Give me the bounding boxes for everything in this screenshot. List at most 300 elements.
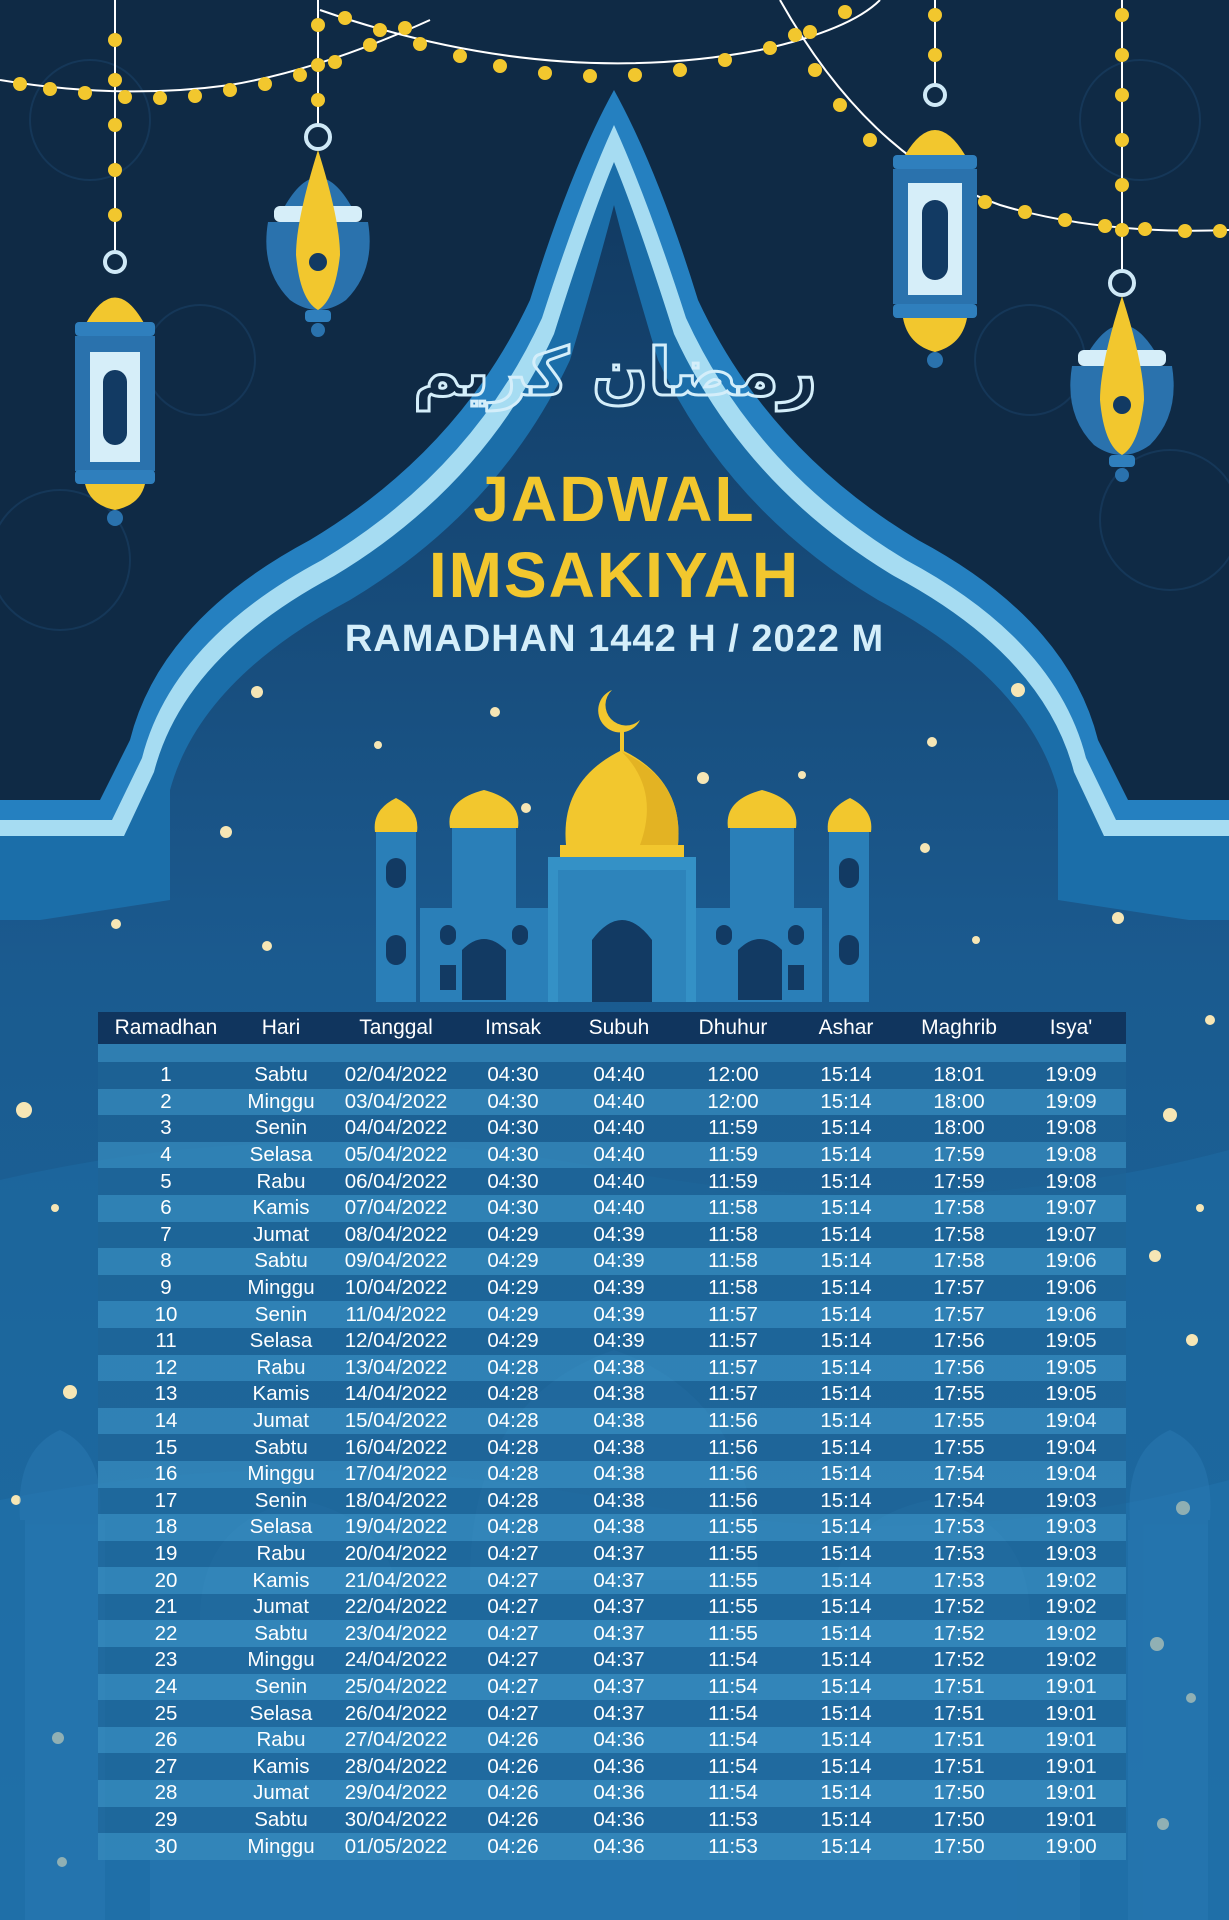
table-cell: 04:28 xyxy=(464,1381,562,1408)
table-cell: 15:14 xyxy=(790,1488,902,1515)
table-cell: 19:03 xyxy=(1016,1541,1126,1568)
table-cell: 03/04/2022 xyxy=(328,1089,464,1116)
table-cell: 13/04/2022 xyxy=(328,1355,464,1382)
table-cell: 17:53 xyxy=(902,1514,1016,1541)
table-cell: 5 xyxy=(98,1168,234,1195)
table-cell: 12:00 xyxy=(676,1089,790,1116)
table-cell: Minggu xyxy=(234,1089,328,1116)
table-cell: 04:27 xyxy=(464,1594,562,1621)
table-cell: 04:39 xyxy=(562,1328,676,1355)
table-cell: 04:26 xyxy=(464,1833,562,1860)
table-cell: 09/04/2022 xyxy=(328,1248,464,1275)
spacer-cell xyxy=(98,1044,1126,1062)
table-cell: Selasa xyxy=(234,1328,328,1355)
table-cell: 11:59 xyxy=(676,1168,790,1195)
table-cell: 15:14 xyxy=(790,1142,902,1169)
table-cell: 17:54 xyxy=(902,1488,1016,1515)
table-row xyxy=(98,1514,1126,1541)
table-cell: 15:14 xyxy=(790,1195,902,1222)
table-row xyxy=(98,1248,1126,1275)
table-cell: 04:26 xyxy=(464,1780,562,1807)
table-cell: 10/04/2022 xyxy=(328,1275,464,1302)
table-cell: 15:14 xyxy=(790,1541,902,1568)
table-cell: Minggu xyxy=(234,1275,328,1302)
table-cell: 19:05 xyxy=(1016,1328,1126,1355)
table-cell: 17:56 xyxy=(902,1355,1016,1382)
table-cell: 08/04/2022 xyxy=(328,1222,464,1249)
table-cell: 04:26 xyxy=(464,1753,562,1780)
table-cell: 15:14 xyxy=(790,1567,902,1594)
table-cell: 11:56 xyxy=(676,1488,790,1515)
table-cell: 15:14 xyxy=(790,1514,902,1541)
table-cell: 19:08 xyxy=(1016,1115,1126,1142)
table-row xyxy=(98,1833,1126,1860)
table-cell: 12 xyxy=(98,1355,234,1382)
table-cell: 19:08 xyxy=(1016,1142,1126,1169)
table-cell: 19:07 xyxy=(1016,1195,1126,1222)
table-cell: 19:01 xyxy=(1016,1780,1126,1807)
table-cell: 06/04/2022 xyxy=(328,1168,464,1195)
table-cell: 04:28 xyxy=(464,1434,562,1461)
table-cell: 04:27 xyxy=(464,1674,562,1701)
table-row xyxy=(98,1222,1126,1249)
table-cell: 18:00 xyxy=(902,1115,1016,1142)
table-cell: 17:59 xyxy=(902,1168,1016,1195)
column-header-maghrib: Maghrib xyxy=(902,1012,1016,1044)
column-header-ramadhan: Ramadhan xyxy=(98,1012,234,1044)
table-row xyxy=(98,1674,1126,1701)
table-cell: 20 xyxy=(98,1567,234,1594)
table-cell: 04:39 xyxy=(562,1248,676,1275)
table-cell: 4 xyxy=(98,1142,234,1169)
table-cell: Sabtu xyxy=(234,1434,328,1461)
table-cell: 30/04/2022 xyxy=(328,1807,464,1834)
table-cell: Sabtu xyxy=(234,1062,328,1089)
table-cell: Minggu xyxy=(234,1833,328,1860)
table-cell: 04:37 xyxy=(562,1594,676,1621)
table-row xyxy=(98,1647,1126,1674)
table-row xyxy=(98,1727,1126,1754)
table-cell: 04:29 xyxy=(464,1222,562,1249)
table-cell: 11:55 xyxy=(676,1514,790,1541)
table-row xyxy=(98,1807,1126,1834)
table-cell: 15 xyxy=(98,1434,234,1461)
table-cell: 17:58 xyxy=(902,1248,1016,1275)
table-cell: 11:55 xyxy=(676,1541,790,1568)
table-cell: 19:09 xyxy=(1016,1089,1126,1116)
column-header-dhuhur: Dhuhur xyxy=(676,1012,790,1044)
table-cell: 11:58 xyxy=(676,1275,790,1302)
table-cell: 04:39 xyxy=(562,1222,676,1249)
table-cell: 04:40 xyxy=(562,1115,676,1142)
table-cell: 17:52 xyxy=(902,1647,1016,1674)
table-cell: Kamis xyxy=(234,1567,328,1594)
column-header-hari: Hari xyxy=(234,1012,328,1044)
table-cell: 28/04/2022 xyxy=(328,1753,464,1780)
table-cell: 11:59 xyxy=(676,1115,790,1142)
table-cell: 07/04/2022 xyxy=(328,1195,464,1222)
table-cell: Jumat xyxy=(234,1408,328,1435)
table-row xyxy=(98,1195,1126,1222)
table-cell: Selasa xyxy=(234,1142,328,1169)
table-cell: 6 xyxy=(98,1195,234,1222)
table-cell: 04:29 xyxy=(464,1301,562,1328)
table-cell: 04:27 xyxy=(464,1567,562,1594)
table-cell: 22/04/2022 xyxy=(328,1594,464,1621)
table-row xyxy=(98,1301,1126,1328)
table-cell: 02/04/2022 xyxy=(328,1062,464,1089)
table-cell: 19:02 xyxy=(1016,1620,1126,1647)
table-cell: 04:27 xyxy=(464,1647,562,1674)
table-cell: 04:38 xyxy=(562,1381,676,1408)
table-cell: 7 xyxy=(98,1222,234,1249)
table-cell: 19:05 xyxy=(1016,1381,1126,1408)
table-cell: 04:29 xyxy=(464,1248,562,1275)
table-cell: 11:54 xyxy=(676,1780,790,1807)
table-header-row xyxy=(98,1012,1126,1044)
table-cell: Kamis xyxy=(234,1195,328,1222)
table-cell: 29 xyxy=(98,1807,234,1834)
table-cell: 15:14 xyxy=(790,1168,902,1195)
table-cell: Sabtu xyxy=(234,1807,328,1834)
table-cell: 15:14 xyxy=(790,1753,902,1780)
table-row xyxy=(98,1142,1126,1169)
table-cell: 8 xyxy=(98,1248,234,1275)
table-cell: 04:28 xyxy=(464,1461,562,1488)
table-cell: 04:26 xyxy=(464,1727,562,1754)
table-cell: 19:02 xyxy=(1016,1594,1126,1621)
table-cell: 21/04/2022 xyxy=(328,1567,464,1594)
table-cell: 19:01 xyxy=(1016,1674,1126,1701)
column-header-ashar: Ashar xyxy=(790,1012,902,1044)
table-row xyxy=(98,1753,1126,1780)
table-cell: 15:14 xyxy=(790,1674,902,1701)
table-cell: 04:38 xyxy=(562,1488,676,1515)
table-row xyxy=(98,1434,1126,1461)
table-cell: 04:28 xyxy=(464,1355,562,1382)
table-cell: 17:51 xyxy=(902,1753,1016,1780)
table-cell: 04:37 xyxy=(562,1620,676,1647)
column-header-tanggal: Tanggal xyxy=(328,1012,464,1044)
table-cell: Rabu xyxy=(234,1727,328,1754)
table-cell: 17:52 xyxy=(902,1620,1016,1647)
table-cell: 04:39 xyxy=(562,1301,676,1328)
table-cell: 27/04/2022 xyxy=(328,1727,464,1754)
table-cell: 16 xyxy=(98,1461,234,1488)
table-cell: 19:01 xyxy=(1016,1727,1126,1754)
table-cell: 04:30 xyxy=(464,1168,562,1195)
table-cell: 14 xyxy=(98,1408,234,1435)
table-cell: 17:59 xyxy=(902,1142,1016,1169)
table-cell: 26/04/2022 xyxy=(328,1700,464,1727)
table-cell: 9 xyxy=(98,1275,234,1302)
table-cell: 15:14 xyxy=(790,1248,902,1275)
table-cell: Jumat xyxy=(234,1222,328,1249)
table-cell: 15:14 xyxy=(790,1807,902,1834)
table-cell: Sabtu xyxy=(234,1248,328,1275)
table-row xyxy=(98,1355,1126,1382)
table-cell: 17 xyxy=(98,1488,234,1515)
column-header-subuh: Subuh xyxy=(562,1012,676,1044)
table-cell: 21 xyxy=(98,1594,234,1621)
table-row xyxy=(98,1328,1126,1355)
table-cell: 04:28 xyxy=(464,1408,562,1435)
table-cell: 11:59 xyxy=(676,1142,790,1169)
table-cell: 23 xyxy=(98,1647,234,1674)
table-cell: 17:52 xyxy=(902,1594,1016,1621)
table-cell: 17:51 xyxy=(902,1674,1016,1701)
table-cell: 22 xyxy=(98,1620,234,1647)
table-cell: 04:28 xyxy=(464,1514,562,1541)
table-cell: 17:54 xyxy=(902,1461,1016,1488)
table-cell: 19:04 xyxy=(1016,1434,1126,1461)
table-cell: 17:57 xyxy=(902,1275,1016,1302)
table-row xyxy=(98,1062,1126,1089)
table-cell: 04:38 xyxy=(562,1434,676,1461)
table-cell: Kamis xyxy=(234,1381,328,1408)
table-cell: 15:14 xyxy=(790,1647,902,1674)
table-cell: 04:37 xyxy=(562,1567,676,1594)
table-cell: 19:06 xyxy=(1016,1275,1126,1302)
table-cell: 11:56 xyxy=(676,1434,790,1461)
table-cell: 17:50 xyxy=(902,1807,1016,1834)
table-cell: 19:09 xyxy=(1016,1062,1126,1089)
table-cell: 19:02 xyxy=(1016,1567,1126,1594)
table-cell: 04:30 xyxy=(464,1115,562,1142)
table-cell: Jumat xyxy=(234,1780,328,1807)
table-cell: 20/04/2022 xyxy=(328,1541,464,1568)
table-cell: 1 xyxy=(98,1062,234,1089)
table-cell: Minggu xyxy=(234,1647,328,1674)
table-cell: 15:14 xyxy=(790,1408,902,1435)
table-cell: 11:54 xyxy=(676,1674,790,1701)
table-cell: 04:40 xyxy=(562,1142,676,1169)
table-cell: 11 xyxy=(98,1328,234,1355)
table-cell: 19:04 xyxy=(1016,1461,1126,1488)
table-cell: 14/04/2022 xyxy=(328,1381,464,1408)
table-cell: Selasa xyxy=(234,1514,328,1541)
table-cell: 04:37 xyxy=(562,1541,676,1568)
svg-text:رمضان كريم: رمضان كريم xyxy=(413,334,817,411)
table-cell: 19:02 xyxy=(1016,1647,1126,1674)
table-cell: 04:30 xyxy=(464,1089,562,1116)
table-row xyxy=(98,1115,1126,1142)
table-cell: 11:58 xyxy=(676,1222,790,1249)
table-cell: 17:55 xyxy=(902,1381,1016,1408)
table-cell: 11/04/2022 xyxy=(328,1301,464,1328)
table-cell: Jumat xyxy=(234,1594,328,1621)
table-cell: 04:36 xyxy=(562,1833,676,1860)
table-cell: 19:00 xyxy=(1016,1833,1126,1860)
table-cell: Rabu xyxy=(234,1168,328,1195)
table-cell: 3 xyxy=(98,1115,234,1142)
table-cell: 04:40 xyxy=(562,1195,676,1222)
table-cell: 18 xyxy=(98,1514,234,1541)
table-cell: 04:29 xyxy=(464,1275,562,1302)
table-cell: 11:55 xyxy=(676,1567,790,1594)
table-cell: 19:01 xyxy=(1016,1753,1126,1780)
table-cell: 04:40 xyxy=(562,1168,676,1195)
table-cell: 15:14 xyxy=(790,1275,902,1302)
table-cell: 04:36 xyxy=(562,1780,676,1807)
table-cell: 15:14 xyxy=(790,1222,902,1249)
table-cell: 11:55 xyxy=(676,1620,790,1647)
table-cell: 15:14 xyxy=(790,1833,902,1860)
table-cell: 19:06 xyxy=(1016,1301,1126,1328)
table-cell: 11:58 xyxy=(676,1248,790,1275)
table-cell: 26 xyxy=(98,1727,234,1754)
table-cell: 17/04/2022 xyxy=(328,1461,464,1488)
table-row xyxy=(98,1089,1126,1116)
table-cell: 15:14 xyxy=(790,1328,902,1355)
column-header-imsak: Imsak xyxy=(464,1012,562,1044)
table-cell: 04:37 xyxy=(562,1700,676,1727)
table-cell: 19/04/2022 xyxy=(328,1514,464,1541)
table-cell: 04:39 xyxy=(562,1275,676,1302)
table-cell: 04:36 xyxy=(562,1753,676,1780)
table-cell: 15/04/2022 xyxy=(328,1408,464,1435)
table-cell: 04:36 xyxy=(562,1807,676,1834)
table-cell: Selasa xyxy=(234,1700,328,1727)
table-row xyxy=(98,1381,1126,1408)
table-cell: 04:28 xyxy=(464,1488,562,1515)
table-cell: 17:50 xyxy=(902,1780,1016,1807)
table-spacer-row xyxy=(98,1044,1126,1062)
table-cell: 13 xyxy=(98,1381,234,1408)
table-cell: 17:58 xyxy=(902,1195,1016,1222)
table-cell: 04:38 xyxy=(562,1514,676,1541)
table-cell: 15:14 xyxy=(790,1355,902,1382)
table-cell: 17:58 xyxy=(902,1222,1016,1249)
table-cell: 28 xyxy=(98,1780,234,1807)
table-cell: 04:29 xyxy=(464,1328,562,1355)
table-cell: 04:40 xyxy=(562,1089,676,1116)
table-cell: 15:14 xyxy=(790,1089,902,1116)
table-row xyxy=(98,1275,1126,1302)
table-cell: 19:03 xyxy=(1016,1488,1126,1515)
table-row xyxy=(98,1594,1126,1621)
title-line-1: JADWAL xyxy=(473,463,756,535)
table-cell: 11:57 xyxy=(676,1381,790,1408)
table-cell: 04:30 xyxy=(464,1195,562,1222)
table-cell: 15:14 xyxy=(790,1115,902,1142)
table-cell: 11:57 xyxy=(676,1328,790,1355)
table-cell: 19:07 xyxy=(1016,1222,1126,1249)
table-row xyxy=(98,1488,1126,1515)
schedule-table xyxy=(98,1012,1126,1860)
table-row xyxy=(98,1567,1126,1594)
table-cell: 05/04/2022 xyxy=(328,1142,464,1169)
table-row xyxy=(98,1168,1126,1195)
table-cell: Rabu xyxy=(234,1541,328,1568)
table-cell: 04:38 xyxy=(562,1408,676,1435)
table-cell: Kamis xyxy=(234,1753,328,1780)
table-cell: 25 xyxy=(98,1700,234,1727)
table-cell: 19:04 xyxy=(1016,1408,1126,1435)
table-cell: 19:01 xyxy=(1016,1700,1126,1727)
table-cell: 17:51 xyxy=(902,1700,1016,1727)
table-cell: 15:14 xyxy=(790,1780,902,1807)
table-cell: 12/04/2022 xyxy=(328,1328,464,1355)
table-cell: 15:14 xyxy=(790,1727,902,1754)
table-row xyxy=(98,1461,1126,1488)
table-cell: 25/04/2022 xyxy=(328,1674,464,1701)
table-cell: 17:55 xyxy=(902,1434,1016,1461)
table-cell: 18:00 xyxy=(902,1089,1016,1116)
table-body xyxy=(98,1044,1126,1860)
table-cell: Sabtu xyxy=(234,1620,328,1647)
table-cell: 04:27 xyxy=(464,1700,562,1727)
table-cell: 04:37 xyxy=(562,1674,676,1701)
table-cell: Senin xyxy=(234,1115,328,1142)
table-row xyxy=(98,1408,1126,1435)
table-cell: 11:54 xyxy=(676,1753,790,1780)
table-cell: 19:05 xyxy=(1016,1355,1126,1382)
table-cell: 30 xyxy=(98,1833,234,1860)
table-cell: 27 xyxy=(98,1753,234,1780)
table-cell: 04/04/2022 xyxy=(328,1115,464,1142)
table-cell: 11:57 xyxy=(676,1355,790,1382)
table-cell: 18/04/2022 xyxy=(328,1488,464,1515)
table-cell: 15:14 xyxy=(790,1700,902,1727)
table-cell: 17:51 xyxy=(902,1727,1016,1754)
table-cell: 17:55 xyxy=(902,1408,1016,1435)
table-cell: Minggu xyxy=(234,1461,328,1488)
table-row xyxy=(98,1620,1126,1647)
table-cell: 04:40 xyxy=(562,1062,676,1089)
table-row xyxy=(98,1541,1126,1568)
table-cell: 15:14 xyxy=(790,1594,902,1621)
table-cell: 15:14 xyxy=(790,1620,902,1647)
table-cell: 11:56 xyxy=(676,1408,790,1435)
table-row xyxy=(98,1780,1126,1807)
table-cell: 19:06 xyxy=(1016,1248,1126,1275)
table-cell: 15:14 xyxy=(790,1062,902,1089)
table-cell: 19 xyxy=(98,1541,234,1568)
table-cell: 11:57 xyxy=(676,1301,790,1328)
table-cell: 18:01 xyxy=(902,1062,1016,1089)
table-cell: 11:54 xyxy=(676,1647,790,1674)
table-cell: 10 xyxy=(98,1301,234,1328)
table-cell: 11:53 xyxy=(676,1833,790,1860)
table-cell: 04:38 xyxy=(562,1461,676,1488)
table-cell: 15:14 xyxy=(790,1434,902,1461)
table-cell: Senin xyxy=(234,1488,328,1515)
table-cell: 19:01 xyxy=(1016,1807,1126,1834)
table-cell: 01/05/2022 xyxy=(328,1833,464,1860)
table-cell: 04:30 xyxy=(464,1142,562,1169)
table-cell: 19:08 xyxy=(1016,1168,1126,1195)
column-header-isya: Isya' xyxy=(1016,1012,1126,1044)
table-cell: 19:03 xyxy=(1016,1514,1126,1541)
table-cell: 11:54 xyxy=(676,1700,790,1727)
table-cell: 17:50 xyxy=(902,1833,1016,1860)
table-cell: 17:56 xyxy=(902,1328,1016,1355)
table-cell: Rabu xyxy=(234,1355,328,1382)
table-cell: Senin xyxy=(234,1301,328,1328)
table-cell: 11:56 xyxy=(676,1461,790,1488)
table-cell: 15:14 xyxy=(790,1461,902,1488)
table-row xyxy=(98,1700,1126,1727)
table-cell: 11:55 xyxy=(676,1594,790,1621)
table-cell: 04:27 xyxy=(464,1620,562,1647)
table-cell: 11:53 xyxy=(676,1807,790,1834)
table-cell: 24/04/2022 xyxy=(328,1647,464,1674)
table-cell: 04:37 xyxy=(562,1647,676,1674)
table-cell: 17:53 xyxy=(902,1567,1016,1594)
table-cell: 12:00 xyxy=(676,1062,790,1089)
table-cell: Senin xyxy=(234,1674,328,1701)
